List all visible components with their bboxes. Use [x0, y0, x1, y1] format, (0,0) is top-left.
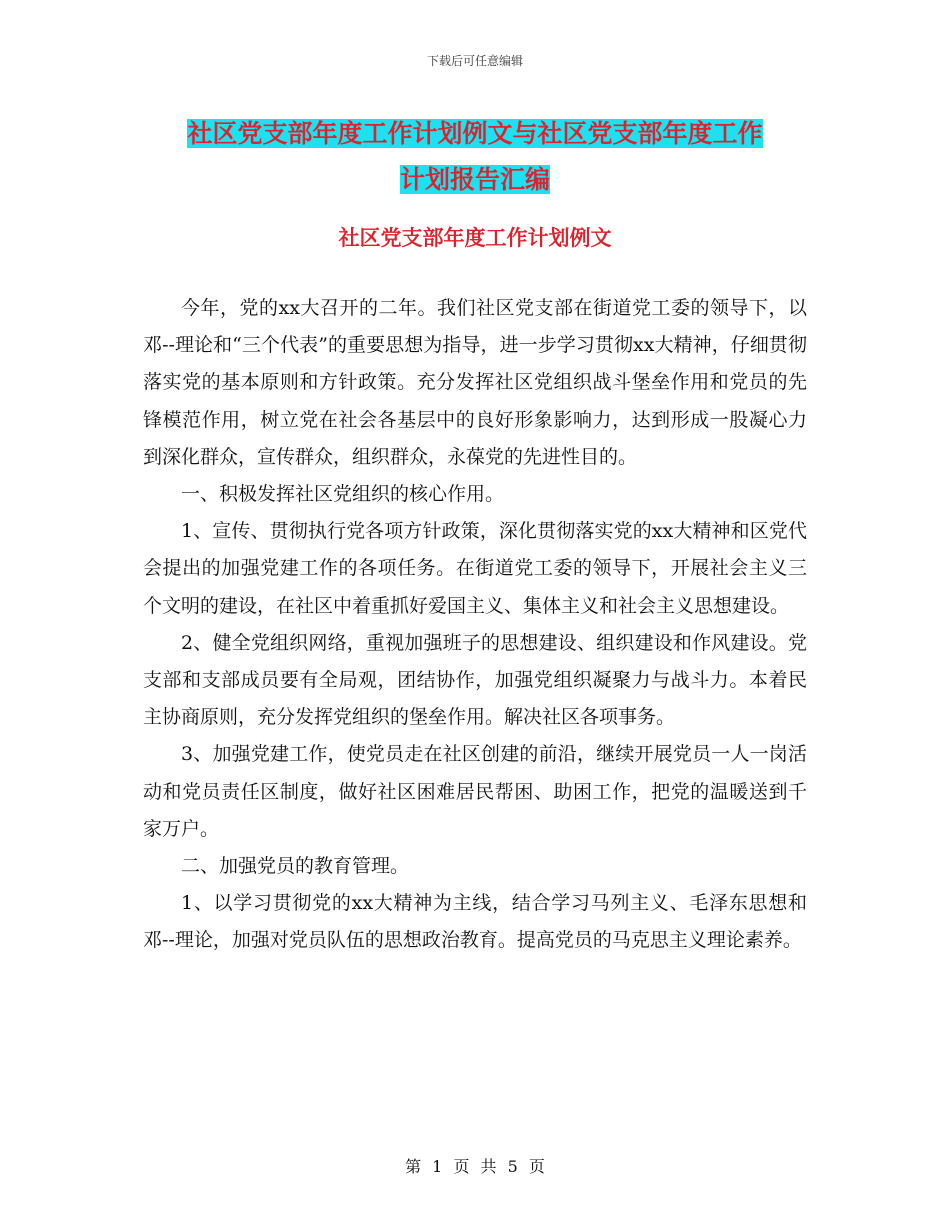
page-indicator: 第 1 页 共 5 页	[405, 1157, 545, 1176]
paragraph-intro: 今年，党的xx大召开的二年。我们社区党支部在街道党工委的领导下，以邓--理论和“三个代表”的重要思想为指导，进一步学习贯彻xx大精神，仔细贯彻落实党的基本原则和方针政策。充分发挥社区党组织战斗堡垒作用和党员的先锋模范作用，树立党在社会各基层中的良好形象影响力，达到形成一股凝心力到深化群众，宣传群众，组织群众，永葆党的先进性目的。	[143, 297, 807, 468]
heading-part-one: 一、积极发挥社区党组织的核心作用。	[181, 483, 505, 506]
document-title-line-2: 计划报告汇编	[399, 165, 550, 194]
body-text	[143, 290, 807, 960]
header-note: 下载后可任意编辑	[426, 54, 523, 68]
paragraph-item-1-2: 2、健全党组织网络，重视加强班子的思想建设、组织建设和作风建设。党支部和支部成员要有全局观，团结协作，加强党组织凝聚力与战斗力。本着民主协商原则，充分发挥党组织的堡垒作用。解决社区各项事务。	[143, 631, 807, 729]
paragraph-item-1-3: 3、加强党建工作，使党员走在社区创建的前沿，继续开展党员一人一岗活动和党员责任区制度，做好社区困难居民帮困、助困工作，把党的温暖送到千家万户。	[143, 743, 807, 840]
paragraph-item-1-1: 1、宣传、贯彻执行党各项方针政策，深化贯彻落实党的xx大精神和区党代会提出的加强党建工作的各项任务。在街道党工委的领导下，开展社会主义三个文明的建设，在社区中着重抓好爱国主义、集体主义和社会主义思想建设。	[143, 520, 807, 617]
heading-part-two: 二、加强党员的教育管理。	[181, 855, 410, 878]
document-title	[0, 111, 950, 203]
document-title-line-1: 社区党支部年度工作计划例文与社区党支部年度工作	[187, 119, 763, 148]
paragraph-item-2-1: 1、以学习贯彻党的xx大精神为主线，结合学习马列主义、毛泽东思想和邓--理论，加强对党员队伍的思想政治教育。提高党员的马克思主义理论素养。	[143, 892, 807, 952]
section-title: 社区党支部年度工作计划例文	[338, 226, 612, 250]
